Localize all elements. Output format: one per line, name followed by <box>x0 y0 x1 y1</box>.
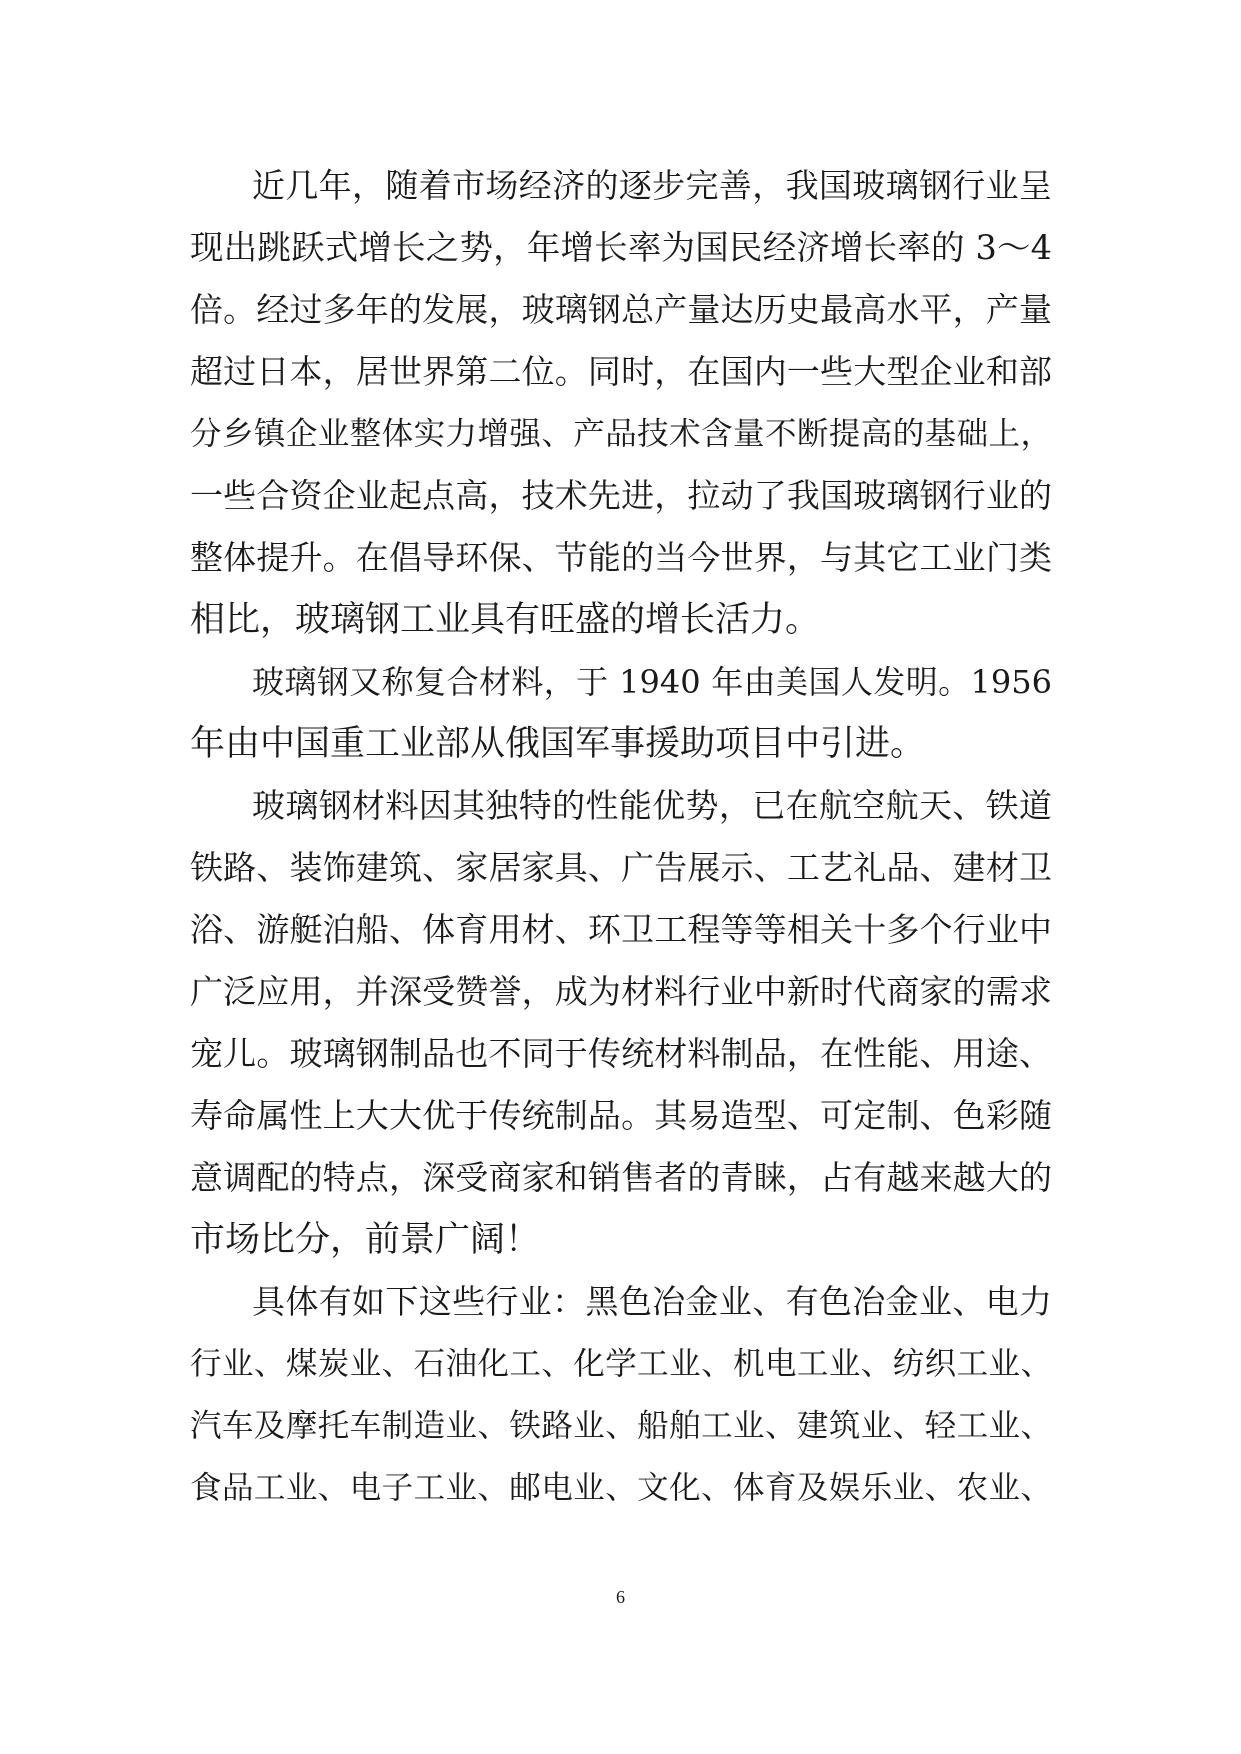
paragraph-1-line-2: 现出跳跃式增长之势，年增长率为国民经济增长率的 3～4 <box>190 228 1052 267</box>
paragraph-3-line-7: 意调配的特点，深受商家和销售者的青睐，占有越来越大的 <box>190 1158 1052 1197</box>
paragraph-3-line-3: 浴、游艇泊船、体育用材、环卫工程等等相关十多个行业中 <box>190 910 1052 949</box>
paragraph-1-line-4: 超过日本，居世界第二位。同时，在国内一些大型企业和部 <box>190 352 1052 391</box>
paragraph-3-line-5: 宠儿。玻璃钢制品也不同于传统材料制品，在性能、用途、 <box>190 1034 1052 1073</box>
paragraph-4-line-2: 行业、煤炭业、石油化工、化学工业、机电工业、纺织工业、 <box>190 1346 1052 1382</box>
paragraph-3-line-1: 玻璃钢材料因其独特的性能优势，已在航空航天、铁道 <box>252 786 1052 825</box>
page-number: 6 <box>616 1587 625 1607</box>
paragraph-4-line-3: 汽车及摩托车制造业、铁路业、船舶工业、建筑业、轻工业、 <box>190 1408 1052 1444</box>
paragraph-1-line-6: 一些合资企业起点高，技术先进，拉动了我国玻璃钢行业的 <box>190 476 1052 515</box>
paragraph-1-line-5: 分乡镇企业整体实力增强、产品技术含量不断提高的基础上， <box>190 416 1052 452</box>
paragraph-3-line-8: 市场比分，前景广阔！ <box>190 1220 541 1260</box>
paragraph-4-line-1: 具体有如下这些行业：黑色冶金业、有色冶金业、电力 <box>252 1282 1052 1321</box>
paragraph-1-line-7: 整体提升。在倡导环保、节能的当今世界，与其它工业门类 <box>190 538 1052 577</box>
paragraph-2-line-2: 年由中国重工业部从俄国军事援助项目中引进。 <box>190 724 926 764</box>
paragraph-1-line-1: 近几年，随着市场经济的逐步完善，我国玻璃钢行业呈 <box>252 166 1052 205</box>
paragraph-1-line-3: 倍。经过多年的发展，玻璃钢总产量达历史最高水平，产量 <box>190 290 1052 329</box>
paragraph-1-line-8: 相比，玻璃钢工业具有旺盛的增长活力。 <box>190 600 821 640</box>
paragraph-4-line-4: 食品工业、电子工业、邮电业、文化、体育及娱乐业、农业、 <box>190 1470 1052 1506</box>
paragraph-3-line-2: 铁路、装饰建筑、家居家具、广告展示、工艺礼品、建材卫 <box>190 848 1052 887</box>
paragraph-2-line-1: 玻璃钢又称复合材料，于 1940 年由美国人发明。1956 <box>252 663 1052 701</box>
paragraph-3-line-6: 寿命属性上大大优于传统制品。其易造型、可定制、色彩随 <box>190 1096 1052 1135</box>
paragraph-3-line-4: 广泛应用，并深受赞誉，成为材料行业中新时代商家的需求 <box>190 972 1052 1011</box>
